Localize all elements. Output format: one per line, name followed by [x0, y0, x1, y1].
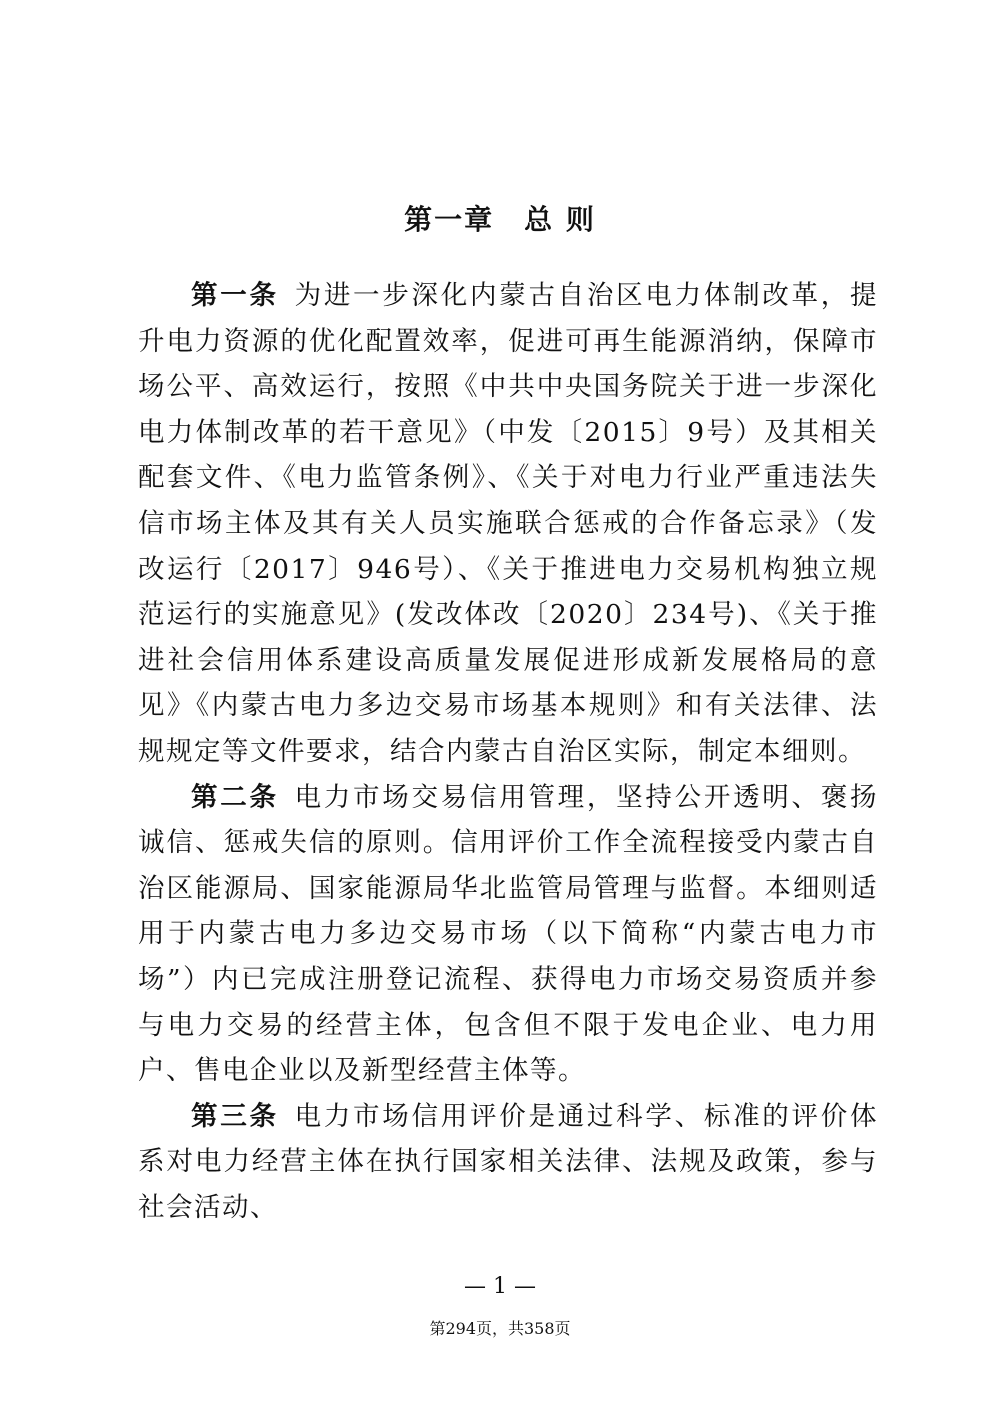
article-1-label: 第一条	[191, 280, 279, 311]
article-1	[138, 273, 878, 775]
article-2-label: 第二条	[191, 781, 279, 813]
document-body	[138, 273, 878, 1230]
article-3	[138, 1094, 878, 1231]
article-2	[138, 775, 878, 1094]
page-number-dash-right: —	[514, 1274, 536, 1299]
article-3-text: 电力市场信用评价是通过科学、标准的评价体系对电力经营主体在执行国家相关法律、法规及政策，参与社会活动、	[138, 1100, 879, 1223]
chapter-heading: 总 则	[524, 203, 596, 236]
chapter-title	[0, 200, 1000, 240]
page-number-value: 1	[493, 1274, 507, 1299]
page-number-dash-left: —	[464, 1274, 486, 1299]
page-footer: 第294页，共358页	[429, 1319, 571, 1338]
article-3-label: 第三条	[191, 1100, 279, 1132]
chapter-number: 第一章	[404, 203, 495, 236]
article-1-text: 为进一步深化内蒙古自治区电力体制改革，提升电力资源的优化配置效率，促进可再生能源消纳，保障市场公平、高效运行，按照《中共中央国务院关于进一步深化电力体制改革的若干意见》（中发〔2015〕9号）及其相关配套文件、《电力监管条例》、《关于对电力行业严重违法失信市场主体及其有关人员实施联合惩戒的合作备忘录》（发改运行〔2017〕946号）、《关于推进电力交易机构独立规范运行的实施意见》(发改体改〔2020〕234号)、《关于推进社会信用体系建设高质量发展促进形成新发展格局的意见》《内蒙古电力多边交易市场基本规则》和有关法律、法规规定等文件要求，结合内蒙古自治区实际，制定本细则。	[138, 280, 879, 767]
page-number	[0, 1272, 1000, 1302]
article-2-text: 电力市场交易信用管理，坚持公开透明、褒扬诚信、惩戒失信的原则。信用评价工作全流程接受内蒙古自治区能源局、国家能源局华北监管局管理与监督。本细则适用于内蒙古电力多边交易市场（以下简称“内蒙古电力市场”）内已完成注册登记流程、获得电力市场交易资质并参与电力交易的经营主体，包含但不限于发电企业、电力用户、售电企业以及新型经营主体等。	[138, 781, 879, 1087]
